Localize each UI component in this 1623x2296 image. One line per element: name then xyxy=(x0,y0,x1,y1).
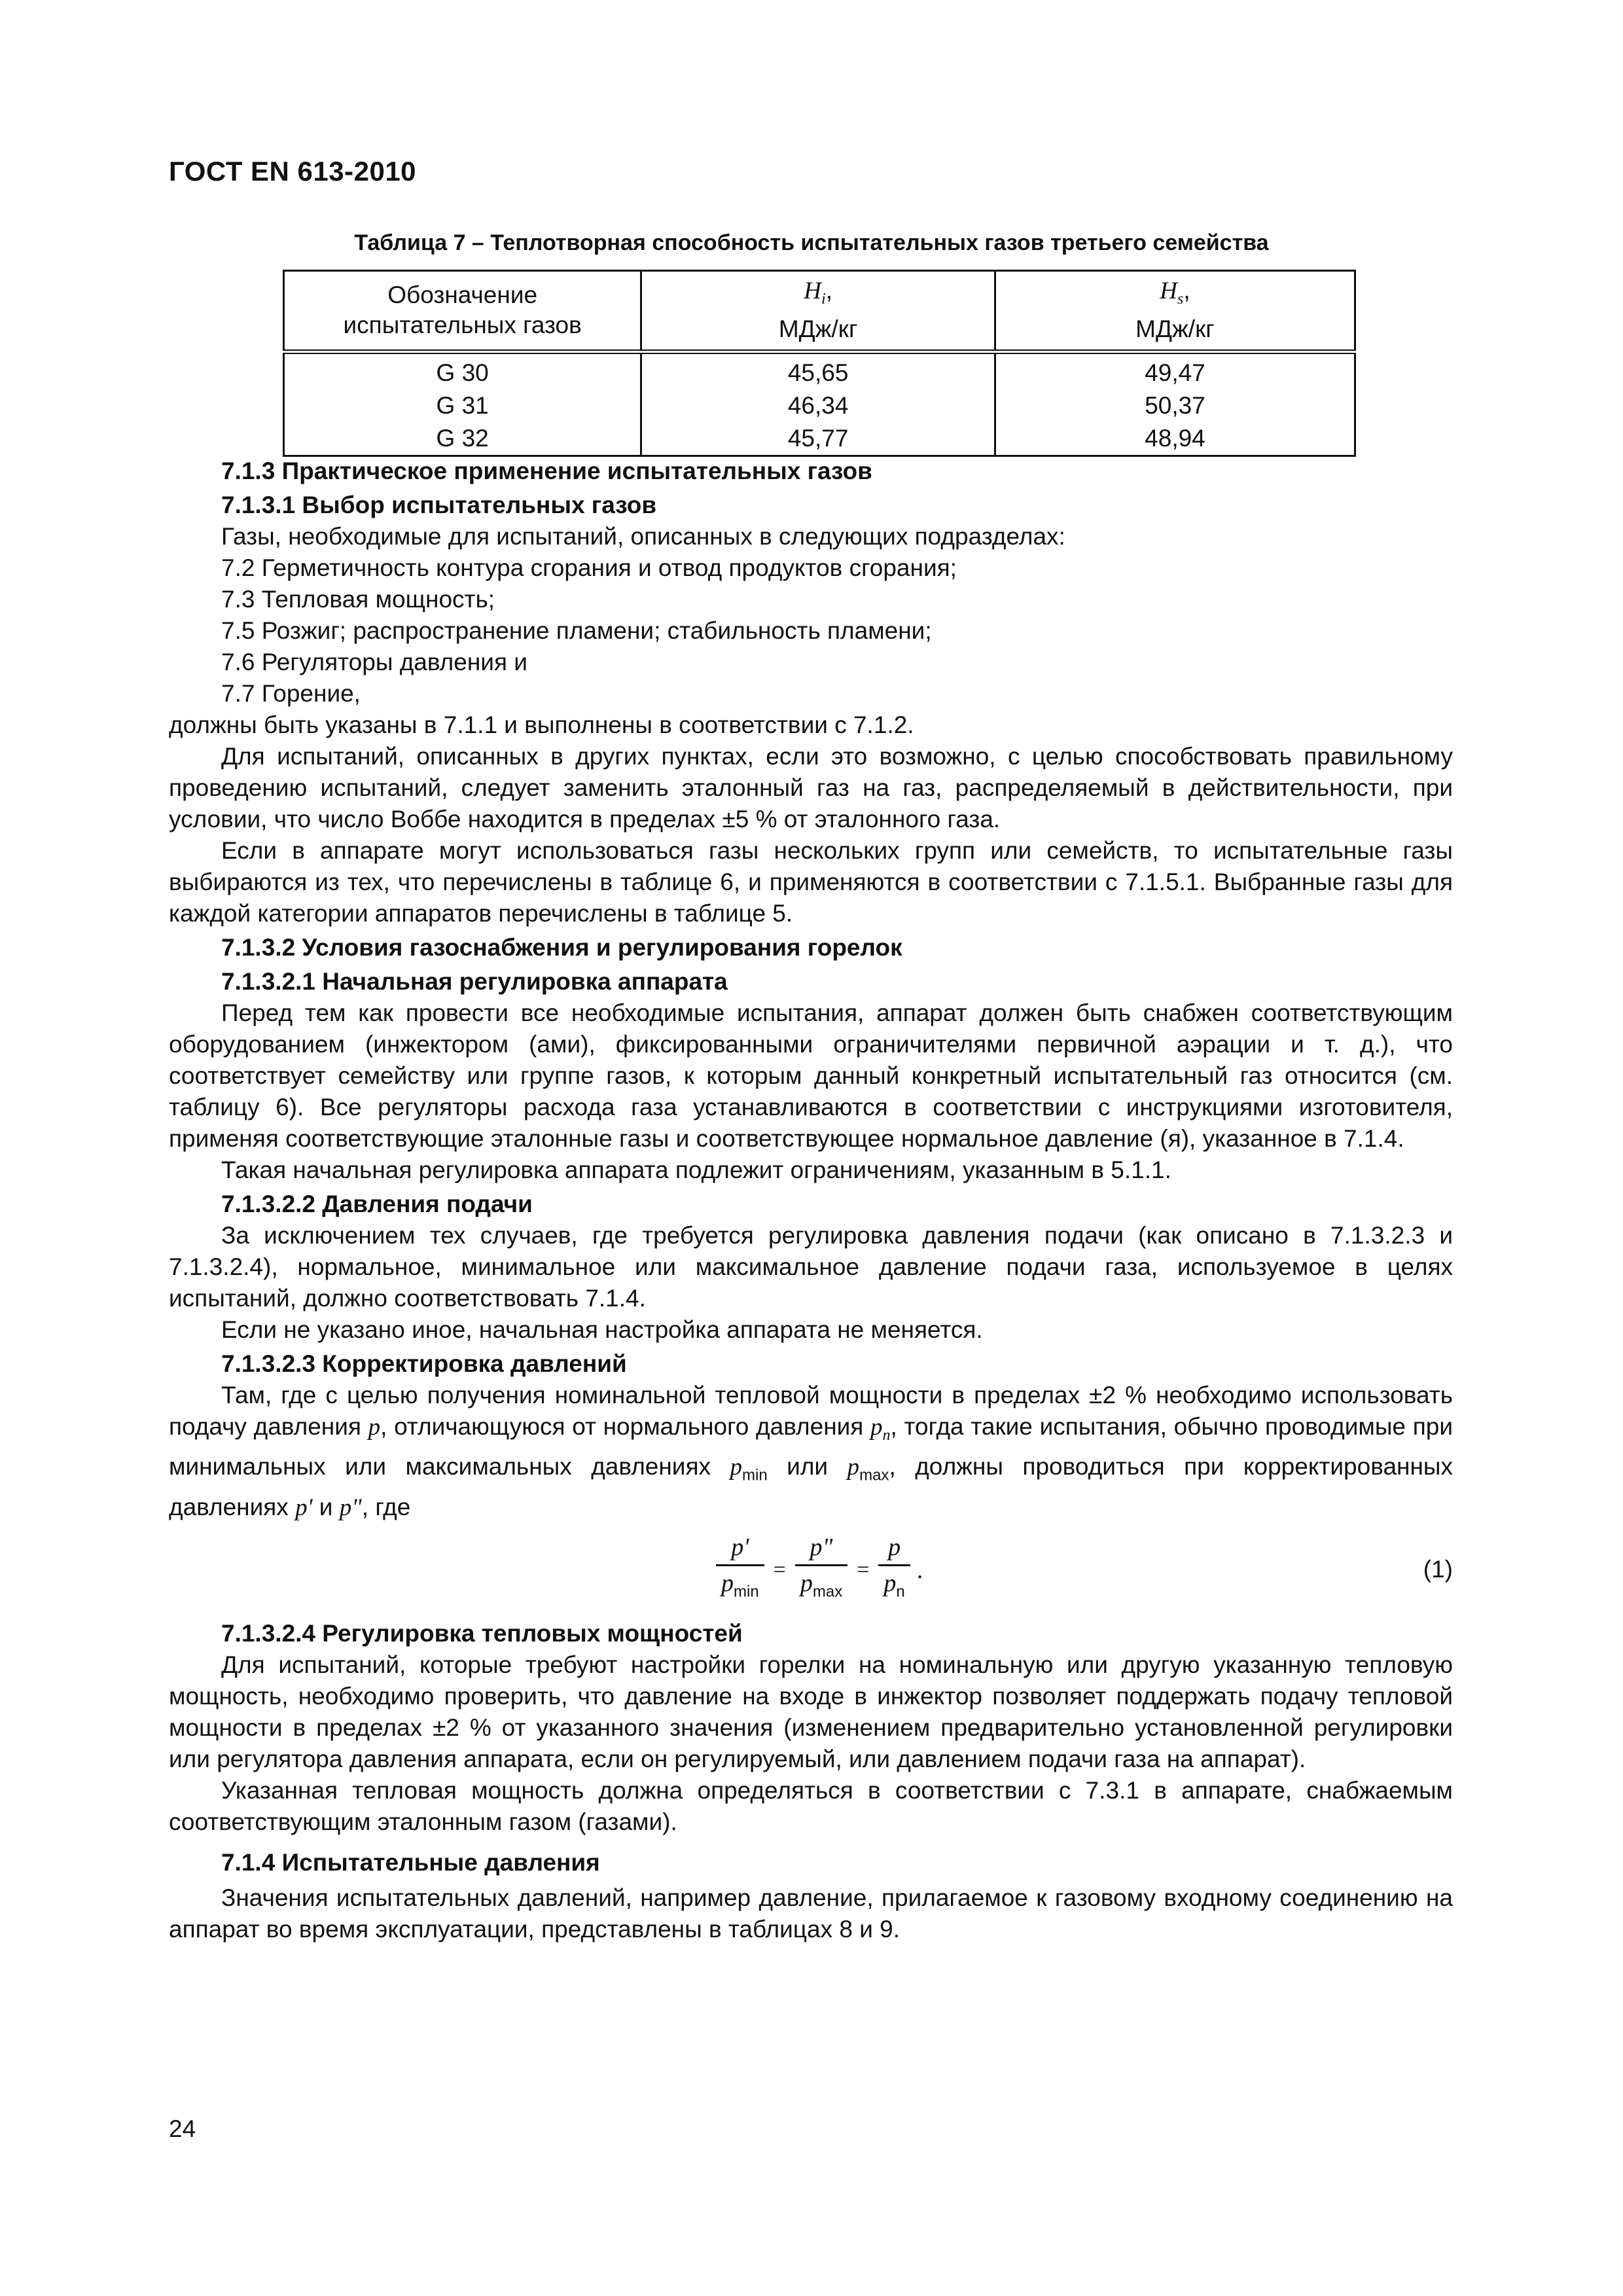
page-number: 24 xyxy=(169,2115,196,2142)
text-run: , должны проводиться при корректированных давлениях xyxy=(169,1453,1453,1520)
section-heading-7-1-3-2-4: 7.1.3.2.4 Регулировка тепловых мощностей xyxy=(221,1619,743,1647)
section-heading-7-1-3-1: 7.1.3.1 Выбор испытательных газов xyxy=(221,492,657,518)
equals-sign: = xyxy=(773,1557,786,1582)
symbol-pmin: p xyxy=(730,1454,742,1481)
cell-gas: G 32 xyxy=(284,422,641,456)
fraction-1-den-symbol: p xyxy=(721,1570,734,1598)
header-hi xyxy=(641,271,995,352)
paragraph: За исключением тех случаев, где требуется регулировка давления подачи (как описано в 7.1.3.2.3 и 7.1.3.2.4), нормальное, минимальное или максимальное давление подачи газа, используемое в целях испытаний, должно соответствовать 7.1.4. xyxy=(169,1222,1453,1312)
section-heading-7-1-3-2-2: 7.1.3.2.2 Давления подачи xyxy=(221,1191,533,1217)
cell-hi: 46,34 xyxy=(641,389,995,422)
header-hi-comma: , xyxy=(825,277,832,304)
paragraph: Для испытаний, которые требуют настройки горелки на номинальную или другую указанную тепловую мощность, необходимо проверить, что давление на входе в инжектор позволяет поддержать подачу тепловой мощности в пределах ±2 % от указанного значения (изменением предварительно установленной регулировки или регулятора давления аппарата, если он регулируемый, или давлением подачи газа на аппарат). xyxy=(169,1651,1453,1772)
text-run: и xyxy=(312,1493,340,1520)
header-hs-sub: s xyxy=(1177,291,1184,308)
symbol-p-double-prime: p" xyxy=(339,1494,362,1521)
paragraph: Для испытаний, описанных в других пунктах, если это возможно, с целью способствовать правильному проведению испытаний, следует заменить эталонный газ на газ, распределяемый в действительности, при условии, что число Воббе находится в пределах ±5 % от эталонного газа. xyxy=(169,743,1453,833)
text-run: или xyxy=(767,1453,847,1480)
fraction-3-den-sub: n xyxy=(896,1583,905,1602)
text-run: Там, где с целью получения номинальной тепловой мощности в пределах ±2 % необходимо использовать подачу давления xyxy=(169,1382,1453,1440)
fraction-3-den-symbol: p xyxy=(883,1570,897,1598)
fraction-1 xyxy=(716,1533,764,1607)
symbol-pn: p xyxy=(870,1414,883,1441)
formula-1 xyxy=(169,1528,1453,1613)
symbol-pmin-sub: min xyxy=(742,1466,768,1484)
fraction-2-den-sub: max xyxy=(812,1583,843,1602)
list-item: 7.3 Тепловая мощность; xyxy=(221,586,495,613)
paragraph: Если в аппарате могут использоваться газы нескольких групп или семейств, то испытательные газы выбираются из тех, что перечислены в таблице 6, и применяются в соответствии с 7.1.5.1. Выбранные газы для каждой категории аппаратов перечислены в таблице 5. xyxy=(169,837,1453,927)
table-row xyxy=(284,352,1355,390)
header-hs xyxy=(995,271,1355,352)
symbol-pmax: p xyxy=(847,1454,860,1481)
cell-hs: 48,94 xyxy=(995,422,1355,456)
section-heading-7-1-4: 7.1.4 Испытательные давления xyxy=(221,1848,600,1876)
section-heading-7-1-3-2: 7.1.3.2 Условия газоснабжения и регулирования горелок xyxy=(221,934,902,961)
header-hs-comma: , xyxy=(1183,277,1190,304)
table-header-row xyxy=(284,271,1355,352)
cell-hs: 50,37 xyxy=(995,389,1355,422)
formula-number: (1) xyxy=(1423,1555,1453,1583)
text-run: , отличающуюся от нормального давления xyxy=(380,1413,871,1440)
section-heading-7-1-3: 7.1.3 Практическое применение испытательных газов xyxy=(221,457,872,484)
cell-hi: 45,77 xyxy=(641,422,995,456)
formula-expression xyxy=(712,1528,923,1613)
fraction-2-den-symbol: p xyxy=(800,1570,813,1598)
header-hs-unit: МДж/кг xyxy=(1135,315,1215,343)
header-hs-symbol: H xyxy=(1160,278,1178,304)
text-run: , тогда такие испытания, обычно проводимые при минимальных или максимальных давлениях xyxy=(169,1413,1453,1480)
header-gas-line1: Обозначение xyxy=(387,281,538,308)
fraction-2-numerator: p" xyxy=(810,1534,833,1562)
fraction-2 xyxy=(795,1533,847,1607)
table-caption: Таблица 7 – Теплотворная способность испытательных газов третьего семейства xyxy=(354,230,1269,255)
list-item: 7.2 Герметичность контура сгорания и отвод продуктов сгорания; xyxy=(221,554,957,581)
section-heading-7-1-3-2-1: 7.1.3.2.1 Начальная регулировка аппарата xyxy=(221,968,728,995)
paragraph: Такая начальная регулировка аппарата подлежит ограничениям, указанным в 5.1.1. xyxy=(221,1157,1171,1183)
fraction-1-numerator: p' xyxy=(731,1534,749,1562)
fraction-3-denominator xyxy=(878,1564,910,1607)
fraction-3 xyxy=(878,1533,910,1607)
paragraph-intro: Газы, необходимые для испытаний, описанных в следующих подразделах: xyxy=(221,523,1065,550)
document-header: ГОСТ EN 613-2010 xyxy=(169,156,417,187)
calorific-value-table xyxy=(283,270,1356,457)
symbol-p-prime: p' xyxy=(295,1494,313,1521)
symbol-p: p xyxy=(368,1414,381,1441)
text-run: , где xyxy=(361,1493,411,1520)
cell-hs: 49,47 xyxy=(995,352,1355,390)
section-heading-7-1-3-2-3: 7.1.3.2.3 Корректировка давлений xyxy=(221,1350,627,1377)
fraction-1-denominator xyxy=(716,1564,764,1607)
formula-end-dot: . xyxy=(916,1556,923,1584)
fraction-2-denominator xyxy=(795,1564,847,1607)
fraction-1-den-sub: min xyxy=(734,1583,759,1602)
document-body xyxy=(169,453,1453,1945)
cell-gas: G 31 xyxy=(284,389,641,422)
list-item: 7.5 Розжиг; распространение пламени; стабильность пламени; xyxy=(221,617,932,644)
list-item: 7.6 Регуляторы давления и xyxy=(221,649,527,675)
equals-sign: = xyxy=(857,1557,870,1582)
paragraph: Указанная тепловая мощность должна определяться в соответствии с 7.3.1 в аппарате, снабжаемым соответствующим эталонным газом (газами). xyxy=(169,1776,1453,1835)
header-gas-line2: испытательных газов xyxy=(343,311,582,338)
paragraph: Перед тем как провести все необходимые испытания, аппарат должен быть снабжен соответствующим оборудованием (инжектором (ами), фиксированными ограничителями первичной аэрации и т. д.), что соответствует семейству или группе газов, к которым данный конкретный испытательный газ относится (см. таблицу 6). Все регуляторы расхода газа устанавливаются в соответствии с инструкциями изготовителя, применяя соответствующие эталонные газы и соответствующее нормальное давление (я), указанное в 7.1.4. xyxy=(169,999,1453,1152)
table-row xyxy=(284,422,1355,456)
header-hi-unit: МДж/кг xyxy=(778,315,858,343)
fraction-3-numerator: p xyxy=(888,1534,901,1562)
symbol-pmax-sub: max xyxy=(859,1466,889,1484)
table-row xyxy=(284,389,1355,422)
list-tail: должны быть указаны в 7.1.1 и выполнены в соответствии с 7.1.2. xyxy=(169,711,914,738)
cell-gas: G 30 xyxy=(284,352,641,390)
symbol-pn-sub: n xyxy=(882,1427,891,1444)
paragraph: Значения испытательных давлений, например давление, прилагаемое к газовому входному соединению на аппарат во время эксплуатации, представлены в таблицах 8 и 9. xyxy=(169,1884,1453,1943)
header-hi-symbol: H xyxy=(804,278,822,304)
header-gas-designation xyxy=(284,271,641,352)
cell-hi: 45,65 xyxy=(641,352,995,390)
header-hi-sub: i xyxy=(821,291,826,308)
list-item: 7.7 Горение, xyxy=(221,680,361,707)
paragraph: Если не указано иное, начальная настройка аппарата не меняется. xyxy=(221,1316,983,1343)
paragraph-pressure-correction xyxy=(169,1380,1453,1524)
